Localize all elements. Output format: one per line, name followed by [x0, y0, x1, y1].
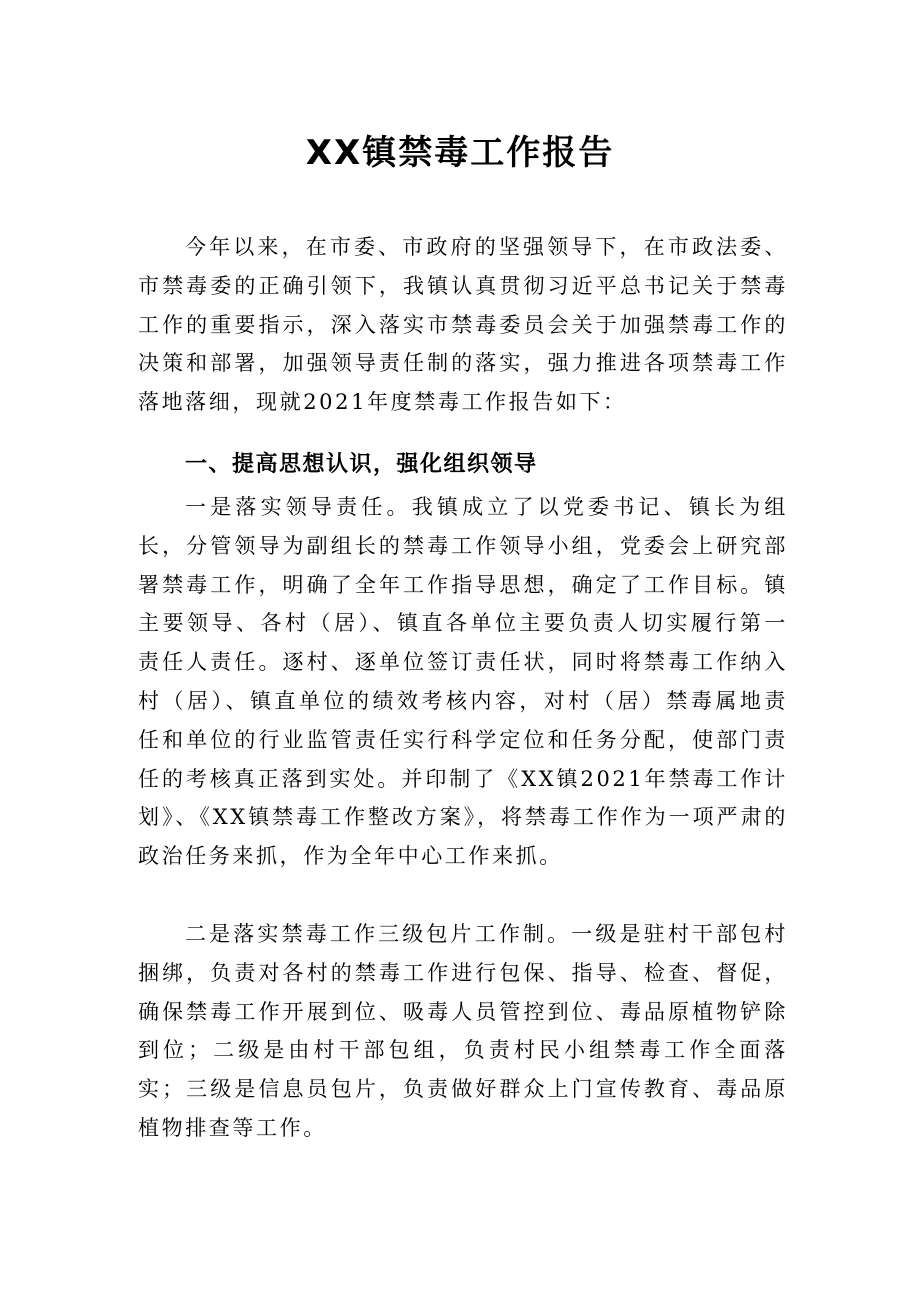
section1-paragraph-2: 二是落实禁毒工作三级包片工作制。一级是驻村干部包村捆绑，负责对各村的禁毒工作进行包保、指导、检查、督促，确保禁毒工作开展到位、吸毒人员管控到位、毒品原植物铲除到位；二级是由村干部包组，负责村民小组禁毒工作全面落实；三级是信息员包片，负责做好群众上门宣传教育、毒品原植物排查等工作。: [138, 922, 788, 1140]
section-heading-1: 一、提高思想认识，强化组织领导: [185, 452, 538, 477]
section1-paragraph-1: 一是落实领导责任。我镇成立了以党委书记、镇长为组长，分管领导为副组长的禁毒工作领导小组，党委会上研究部署禁毒工作，明确了全年工作指导思想，确定了工作目标。镇主要领导、各村（居）、镇直各单位主要负责人切实履行第一责任人责任。逐村、逐单位签订责任状，同时将禁毒工作纳入村（居）、镇直单位的绩效考核内容，对村（居）禁毒属地责任和单位的行业监管责任实行科学定位和任务分配，使部门责任的考核真正落到实处。并印制了《XX镇2021年禁毒工作计划》、《XX镇禁毒工作整改方案》，将禁毒工作作为一项严肃的政治任务来抓，作为全年中心工作来抓。: [138, 495, 788, 869]
page-title: XX镇禁毒工作报告: [305, 133, 615, 173]
intro-paragraph: 今年以来，在市委、市政府的坚强领导下，在市政法委、市禁毒委的正确引领下，我镇认真贯彻习近平总书记关于禁毒工作的重要指示，深入落实市禁毒委员会关于加强禁毒工作的决策和部署，加强领导责任制的落实，强力推进各项禁毒工作落地落细，现就2021年度禁毒工作报告如下：: [138, 235, 788, 415]
